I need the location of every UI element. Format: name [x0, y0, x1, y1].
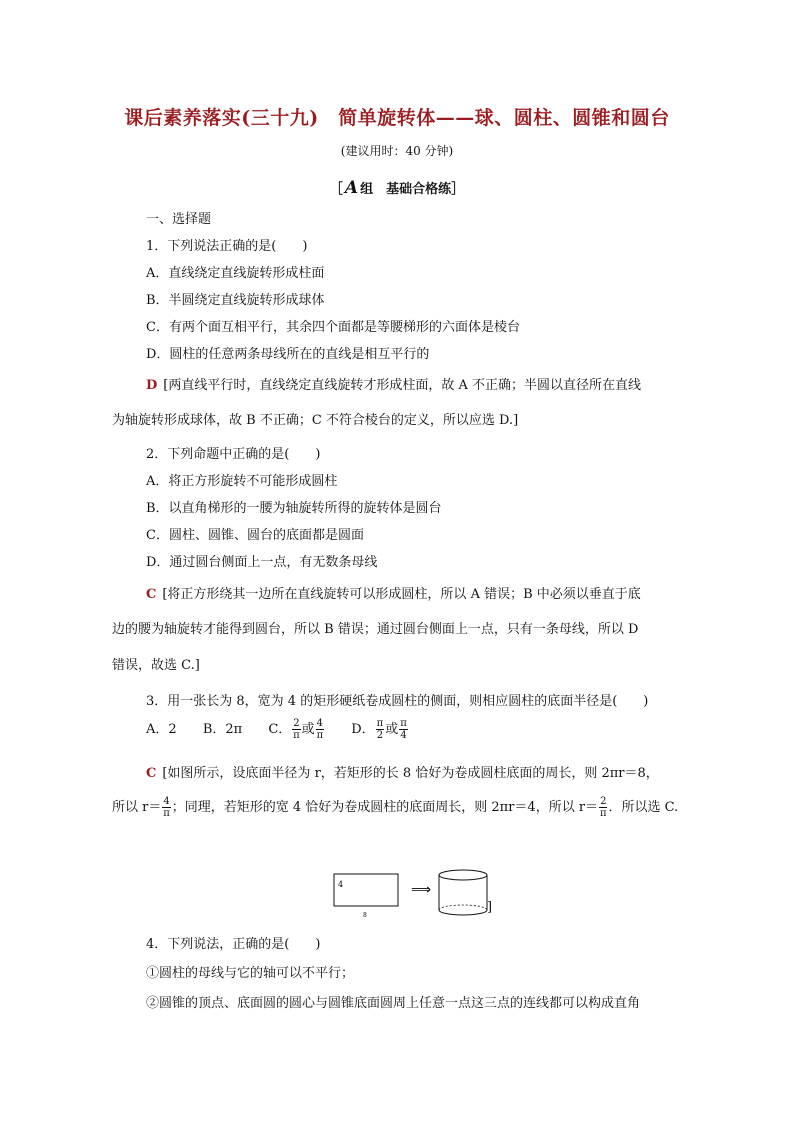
q4-item-2: ②圆锥的顶点、底面圆的圆心与圆锥底面圆周上任意一点这三点的连线都可以构成直角 [146, 996, 641, 1011]
suggested-time: (建议用时：40 分钟) [340, 144, 454, 158]
q2-explanation-line-1: C [将正方形绕其一边所在直线旋转可以形成圆柱，所以 A 错误；B 中必须以垂直于底 [146, 587, 641, 602]
arrow-icon: ⟹ [411, 882, 432, 898]
q1-option-a: A．直线绕定直线旋转形成柱面 [146, 266, 325, 281]
rectangle-to-cylinder-figure [333, 866, 493, 922]
q3-c-frac-2: $\frac{4}{\pi}$ [316, 718, 324, 741]
q3-d-frac-2: $\frac{\pi}{4}$ [400, 718, 407, 741]
q2-answer: C [146, 587, 157, 602]
group-bracket-open: ［ [329, 182, 343, 197]
q3-answer: C [146, 766, 157, 781]
q2-explanation-line-2: 边的腰为轴旋转才能得到圆台，所以 B 错误；通过圆台侧面上一点，只有一条母线，所以 D [112, 622, 639, 637]
q4-stem: 4．下列说法，正确的是( ) [146, 937, 321, 952]
group-heading [0, 178, 794, 198]
q2-option-a: A．将正方形旋转不可能形成圆柱 [146, 474, 338, 489]
q1-option-c: C．有两个面互相平行，其余四个面都是等腰梯形的六面体是棱台 [146, 320, 520, 335]
q3-explanation-line-1: C [如图所示，设底面半径为 r，若矩形的长 8 恰好为卷成圆柱底面的周长，则 2πr＝8， [146, 766, 659, 781]
q2-option-d: D．通过圆台侧面上一点，有无数条母线 [146, 555, 378, 570]
section-heading: 一、选择题 [146, 212, 212, 227]
q1-option-b: B．半圆绕定直线旋转形成球体 [146, 293, 325, 308]
group-text: 组 基础合格练 [360, 182, 452, 197]
q3-exp-frac-1: $\frac{4}{\pi}$ [163, 796, 170, 819]
q1-explanation-line-2: 为轴旋转形成球体，故 B 不正确；C 不符合棱台的定义，所以应选 D.] [112, 413, 519, 428]
q1-answer: D [146, 378, 158, 393]
q3-option-d: D． $\frac{\pi}{2}$ 或 $\frac{\pi}{4}$ [351, 718, 407, 741]
q3-d-frac-1: $\frac{\pi}{2}$ [376, 718, 384, 741]
q3-exp-frac-2: $\frac{2}{\pi}$ [599, 796, 607, 819]
q3-option-c: C． $\frac{2}{\pi}$ 或 $\frac{4}{\pi}$ [268, 718, 324, 741]
rectangle-shape [334, 874, 398, 906]
figure-close-bracket: ] [487, 900, 493, 915]
q1-explanation-line-1: D [两直线平行时，直线绕定直线旋转才形成柱面，故 A 不正确；半圆以直径所在直线 [146, 378, 642, 393]
page-title: 课后素养落实(三十九) 简单旋转体——球、圆柱、圆锥和圆台 [124, 107, 670, 129]
q3-explanation-line-2: 所以 r＝ $\frac{4}{\pi}$ ；同理，若矩形的宽 4 恰好为卷成圆柱的底面周长，则 2πr＝4，所以 r＝ $\frac{2}{\pi}$ ．所以选 C. [112, 796, 679, 819]
rectangle-length-label: 8 [363, 912, 367, 919]
q3-option-b: B．2π [202, 722, 243, 737]
group-bracket-close: ］ [451, 182, 465, 197]
q1-stem: 1．下列说法正确的是( ) [146, 239, 308, 254]
group-label: A [344, 178, 359, 198]
q2-option-b: B．以直角梯形的一腰为轴旋转所得的旋转体是圆台 [146, 501, 442, 516]
cylinder-shape [439, 870, 487, 915]
q2-option-c: C．圆柱、圆锥、圆台的底面都是圆面 [146, 528, 364, 543]
q2-explanation-line-3: 错误，故选 C.] [112, 658, 200, 673]
q1-option-d: D．圆柱的任意两条母线所在的直线是相互平行的 [146, 347, 430, 362]
q3-option-a: A．2 [146, 722, 177, 737]
q4-item-1: ①圆柱的母线与它的轴可以不平行； [146, 966, 355, 981]
q2-stem: 2．下列命题中正确的是( ) [146, 447, 321, 462]
rectangle-width-label: 4 [338, 880, 344, 889]
q3-stem: 3．用一张长为 8，宽为 4 的矩形硬纸卷成圆柱的侧面，则相应圆柱的底面半径是( ) [146, 694, 649, 709]
q3-options [146, 718, 409, 741]
q3-c-frac-1: $\frac{2}{\pi}$ [293, 718, 300, 741]
